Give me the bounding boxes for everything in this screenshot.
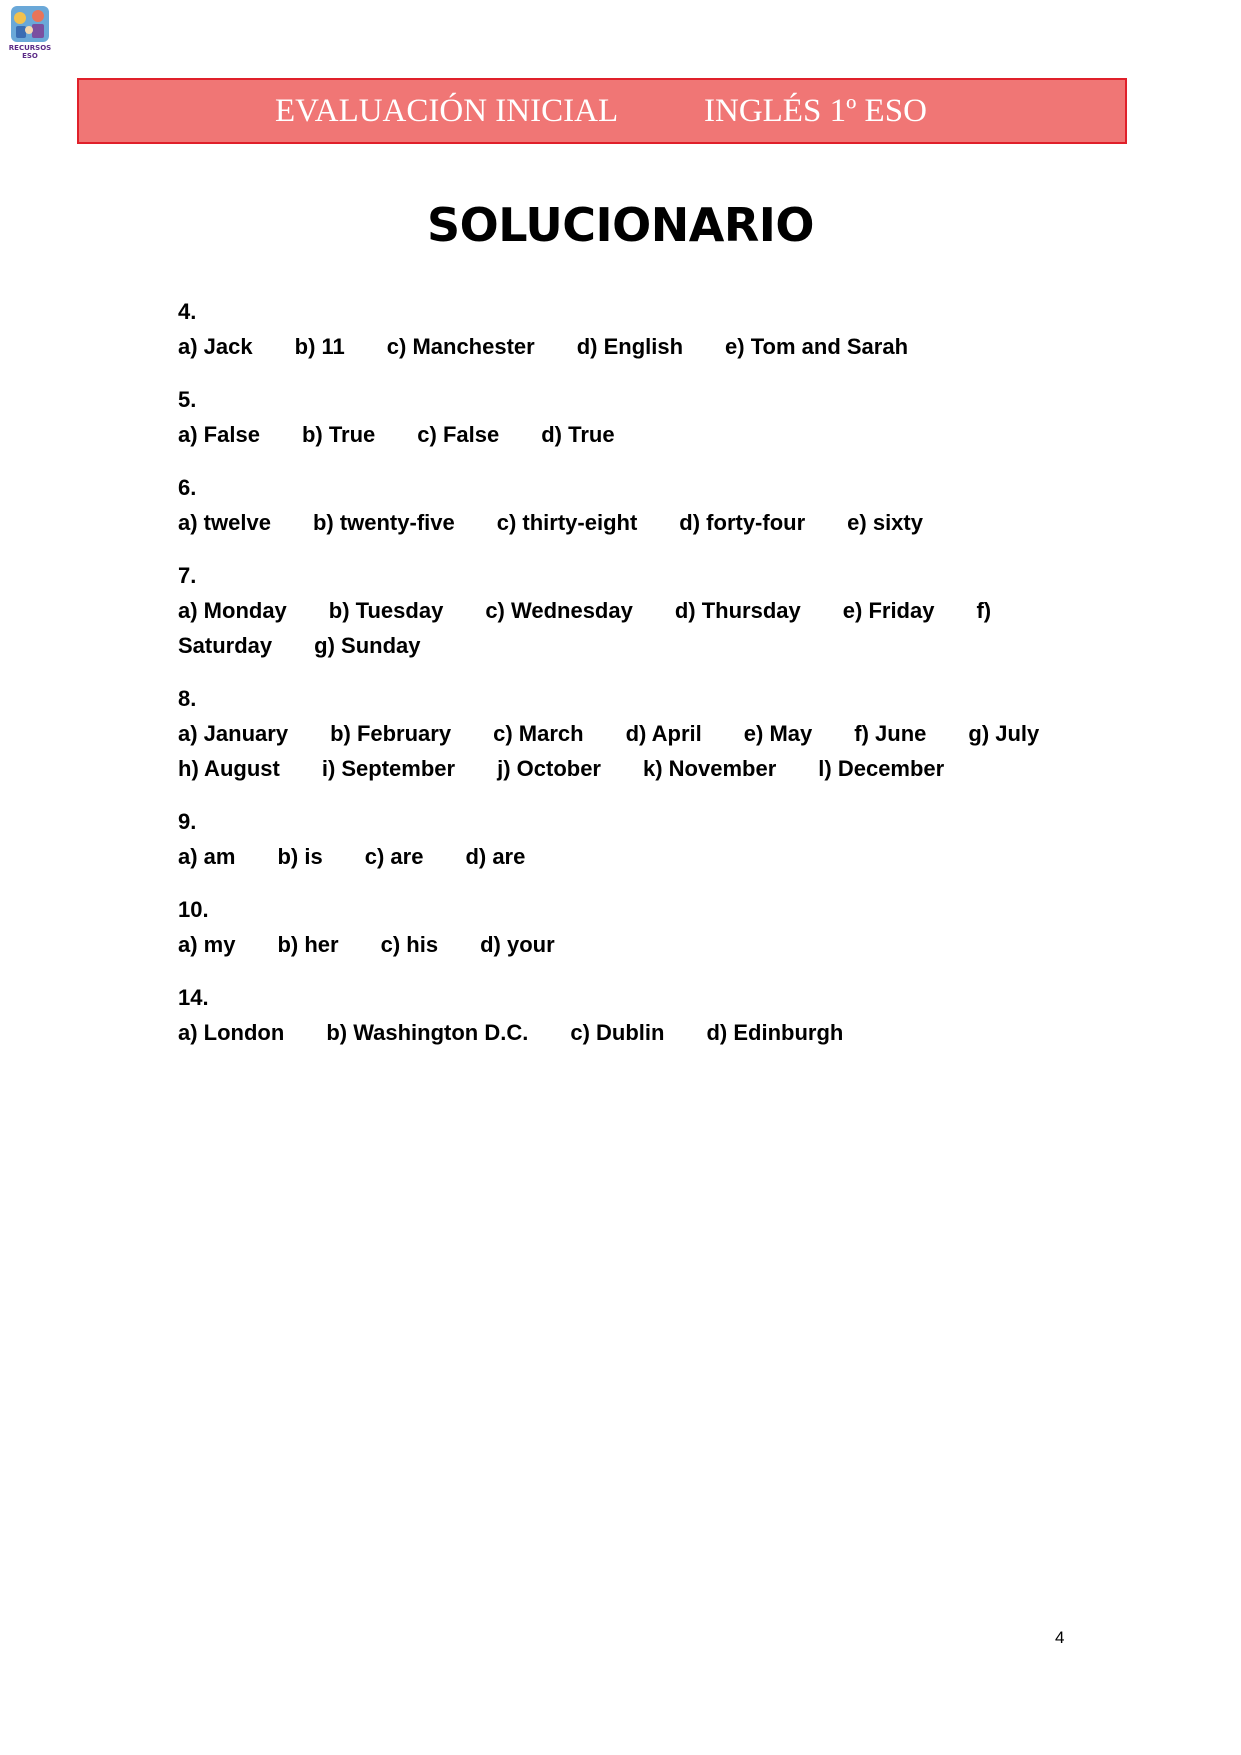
recursos-eso-logo-icon [8,4,52,60]
answer-item: b) 11 [294,334,345,359]
answer-item: a) London [178,1020,285,1045]
answer-item: e) Friday [842,598,935,623]
answer-item: c) Wednesday [485,598,633,623]
answer-line [178,1015,1078,1050]
answer-line [178,505,1078,540]
question-number: 9. [178,809,197,834]
answer-item: a) January [178,721,289,746]
answer-item: a) False [178,422,260,447]
answer-item: f) [976,598,992,623]
answer-item: c) March [493,721,584,746]
answer-item: d) April [625,721,702,746]
answer-item: c) his [380,932,439,957]
answer-line [178,839,1078,874]
question-number: 10. [178,897,209,922]
answer-item: c) are [364,844,424,869]
question-block [178,470,1078,540]
answer-item: d) Edinburgh [706,1020,844,1045]
answer-line [178,751,1078,786]
answer-item: b) is [277,844,323,869]
answer-item: a) Monday [178,598,287,623]
question-block [178,892,1078,962]
answer-line [178,593,1078,628]
question-block [178,804,1078,874]
answer-item: b) Tuesday [328,598,444,623]
answer-key [178,294,1078,1068]
svg-text:ESO: ESO [22,52,38,60]
answer-item: d) English [576,334,684,359]
question-block [178,382,1078,452]
question-number: 7. [178,563,197,588]
answer-item: d) your [480,932,555,957]
page-title: SOLUCIONARIO [427,198,814,252]
header-banner [77,78,1127,144]
answer-item: h) August [178,756,280,781]
question-number: 8. [178,686,197,711]
question-number: 6. [178,475,197,500]
answer-item: b) twenty-five [312,510,455,535]
question-number: 14. [178,985,209,1010]
answer-item: c) Manchester [386,334,535,359]
answer-item: a) am [178,844,236,869]
answer-item: g) July [968,721,1040,746]
answer-item: b) True [301,422,376,447]
answer-item: a) twelve [178,510,271,535]
answer-item: b) February [330,721,452,746]
question-block [178,980,1078,1050]
answer-item: j) October [497,756,601,781]
answer-item: c) thirty-eight [496,510,638,535]
question-number: 5. [178,387,197,412]
answer-item: d) True [541,422,615,447]
answer-line [178,927,1078,962]
answer-line [178,329,1078,364]
svg-text:RECURSOS: RECURSOS [8,44,52,52]
answer-item: e) sixty [847,510,923,535]
answer-item: e) May [743,721,813,746]
answer-item: f) June [854,721,927,746]
header-evaluation-label: EVALUACIÓN INICIAL [275,93,619,129]
answer-line [178,716,1078,751]
answer-item: d) forty-four [679,510,806,535]
answer-item: d) are [465,844,526,869]
answer-item: i) September [321,756,456,781]
question-block [178,294,1078,364]
answer-item: e) Tom and Sarah [725,334,909,359]
answer-item: a) my [178,932,236,957]
answer-line [178,628,1078,663]
page-number: 4 [1055,1628,1065,1647]
question-block [178,681,1078,786]
answer-item: l) December [818,756,945,781]
question-block [178,558,1078,663]
answer-item: b) Washington D.C. [326,1020,529,1045]
answer-item: c) False [417,422,500,447]
answer-item: Saturday [178,633,273,658]
answer-item: k) November [643,756,777,781]
answer-item: g) Sunday [314,633,421,658]
answer-item: d) Thursday [674,598,801,623]
header-subject-label: INGLÉS 1º ESO [704,93,927,129]
answer-item: a) Jack [178,334,253,359]
answer-item: c) Dublin [570,1020,665,1045]
answer-item: b) her [277,932,339,957]
question-number: 4. [178,299,197,324]
answer-line [178,417,1078,452]
